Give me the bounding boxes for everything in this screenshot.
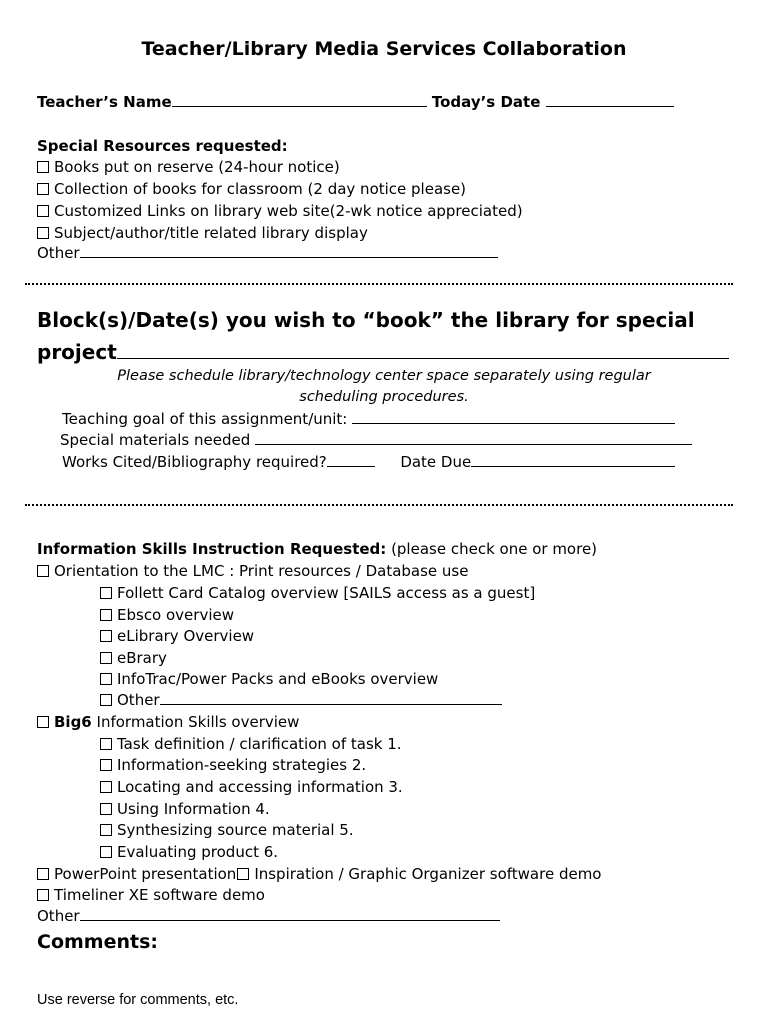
resource-item[interactable]	[37, 201, 523, 221]
big6-subitem[interactable]	[100, 799, 270, 819]
date-due-label: Date Due	[400, 453, 472, 471]
booking-note-line1: Please schedule library/technology center space separately using regular	[117, 368, 651, 384]
teacher-name-field[interactable]	[172, 92, 427, 107]
resource-label: Customized Links on library web site(2-wk notice appreciated)	[54, 202, 523, 220]
booking-heading-line2	[37, 338, 729, 366]
checkbox[interactable]	[100, 824, 112, 836]
other-field[interactable]	[160, 690, 502, 705]
page-title: Teacher/Library Media Services Collaboration	[141, 38, 627, 60]
other-label: Other	[37, 244, 80, 262]
teaching-goal-row	[62, 409, 675, 429]
subitem-label: Ebsco overview	[117, 606, 234, 624]
resource-label: Books put on reserve (24-hour notice)	[54, 158, 340, 176]
booking-heading-line1: Block(s)/Date(s) you wish to “book” the library for special	[37, 308, 695, 332]
big6-subitem[interactable]	[100, 820, 354, 840]
resource-item[interactable]	[37, 179, 466, 199]
todays-date-field[interactable]	[546, 92, 674, 107]
orientation-label: Orientation to the LMC : Print resources / Database use	[54, 562, 469, 580]
special-materials-field[interactable]	[255, 430, 692, 445]
subitem-label: Evaluating product 6.	[117, 843, 279, 861]
checkbox[interactable]	[37, 868, 49, 880]
special-resources-heading: Special Resources requested:	[37, 137, 288, 155]
comments-heading: Comments:	[37, 931, 158, 953]
subitem-label: InfoTrac/Power Packs and eBooks overview	[117, 670, 439, 688]
big6-subitem[interactable]	[100, 755, 366, 775]
timeliner-item[interactable]	[37, 885, 265, 905]
info-skills-note: (please check one or more)	[391, 540, 598, 558]
checkbox[interactable]	[100, 694, 112, 706]
checkbox[interactable]	[37, 183, 49, 195]
teacher-name-row	[37, 92, 674, 112]
checkbox[interactable]	[100, 673, 112, 685]
info-skills-heading-row	[37, 539, 597, 559]
big6-subitem[interactable]	[100, 777, 403, 797]
todays-date-label: Today’s Date	[431, 93, 541, 111]
powerpoint-item[interactable]	[37, 865, 236, 883]
checkbox[interactable]	[100, 652, 112, 664]
orientation-subitem[interactable]	[100, 626, 254, 646]
timeliner-label: Timeliner XE software demo	[54, 886, 265, 904]
checkbox[interactable]	[100, 781, 112, 793]
inspiration-label: Inspiration / Graphic Organizer software demo	[254, 865, 602, 883]
subitem-label: eBrary	[117, 649, 167, 667]
checkbox[interactable]	[37, 565, 49, 577]
big6-subitem[interactable]	[100, 842, 278, 862]
subitem-label: Locating and accessing information 3.	[117, 778, 403, 796]
big6-label: Information Skills overview	[96, 713, 300, 731]
checkbox[interactable]	[100, 630, 112, 642]
orientation-item[interactable]	[37, 561, 468, 581]
checkbox[interactable]	[37, 889, 49, 901]
inspiration-item[interactable]	[236, 865, 601, 883]
checkbox[interactable]	[100, 759, 112, 771]
checkbox[interactable]	[100, 803, 112, 815]
subitem-label: eLibrary Overview	[117, 627, 255, 645]
project-field[interactable]	[117, 340, 729, 359]
resource-label: Subject/author/title related library display	[54, 224, 368, 242]
project-label: project	[37, 340, 117, 364]
date-due-field[interactable]	[471, 452, 675, 467]
checkbox[interactable]	[37, 716, 49, 728]
special-materials-label: Special materials needed	[60, 431, 251, 449]
orientation-subitem[interactable]	[100, 583, 535, 603]
other-label: Other	[37, 907, 80, 925]
resource-other-row	[37, 243, 498, 263]
other-label: Other	[117, 691, 160, 709]
checkbox[interactable]	[37, 161, 49, 173]
checkbox[interactable]	[100, 846, 112, 858]
works-cited-row	[62, 452, 675, 472]
resource-item[interactable]	[37, 157, 340, 177]
subitem-label: Follett Card Catalog overview [SAILS access as a guest]	[117, 584, 536, 602]
powerpoint-label: PowerPoint presentation	[54, 865, 237, 883]
teaching-goal-field[interactable]	[352, 409, 675, 424]
subitem-label: Synthesizing source material 5.	[117, 821, 354, 839]
big6-item[interactable]	[37, 712, 299, 732]
resource-label: Collection of books for classroom (2 day notice please)	[54, 180, 467, 198]
orientation-other-row	[100, 690, 502, 710]
divider	[25, 283, 733, 285]
divider	[25, 504, 733, 506]
big6-label-bold: Big6	[54, 713, 92, 731]
checkbox[interactable]	[37, 227, 49, 239]
big6-subitem[interactable]	[100, 734, 402, 754]
checkbox[interactable]	[100, 738, 112, 750]
checkbox[interactable]	[100, 587, 112, 599]
booking-note-line2: scheduling procedures.	[299, 389, 469, 405]
orientation-subitem[interactable]	[100, 605, 234, 625]
subitem-label: Using Information 4.	[117, 800, 270, 818]
info-skills-heading: Information Skills Instruction Requested:	[37, 540, 387, 558]
teaching-goal-label: Teaching goal of this assignment/unit:	[62, 410, 348, 428]
checkbox[interactable]	[237, 868, 249, 880]
special-materials-row	[60, 430, 692, 450]
checkbox[interactable]	[100, 609, 112, 621]
footer-note: Use reverse for comments, etc.	[37, 992, 239, 1008]
subitem-label: Information-seeking strategies 2.	[117, 756, 367, 774]
info-other-row	[37, 906, 500, 926]
orientation-subitem[interactable]	[100, 669, 438, 689]
checkbox[interactable]	[37, 205, 49, 217]
other-field[interactable]	[80, 243, 498, 258]
software-row	[37, 864, 601, 884]
resource-item[interactable]	[37, 223, 368, 243]
works-cited-label: Works Cited/Bibliography required?	[62, 453, 327, 471]
orientation-subitem[interactable]	[100, 648, 167, 668]
other-field[interactable]	[80, 906, 500, 921]
teacher-name-label: Teacher’s Name	[37, 93, 172, 111]
works-cited-field[interactable]	[327, 452, 375, 467]
subitem-label: Task definition / clarification of task 1.	[117, 735, 402, 753]
